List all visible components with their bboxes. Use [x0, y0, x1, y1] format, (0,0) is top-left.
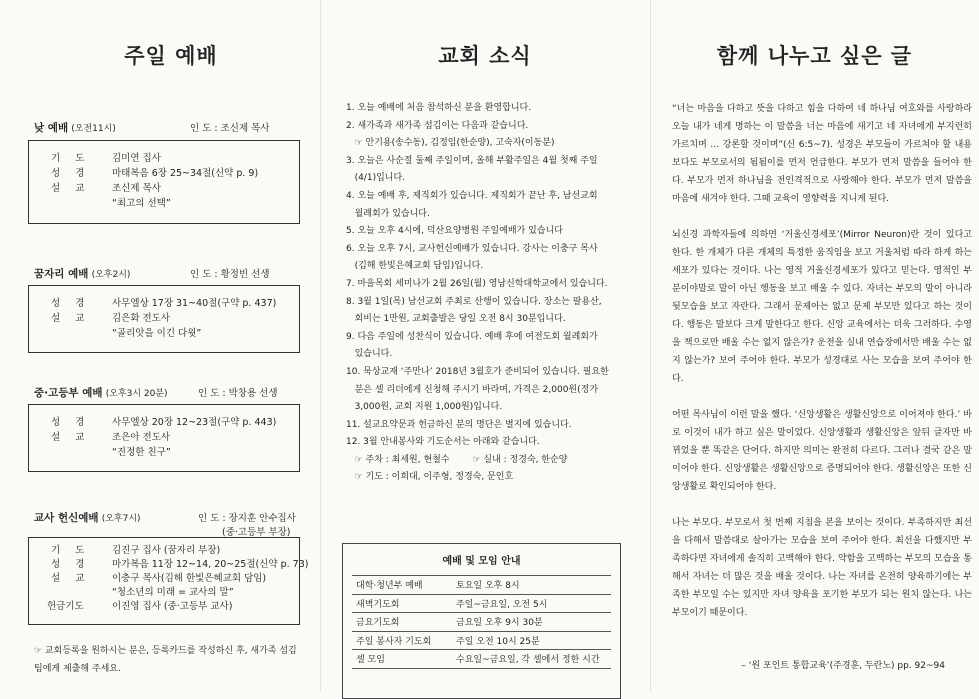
- table-row: [352, 576, 611, 595]
- news-item: 2. 새가족과 새가족 섬김이는 다음과 같습니다.: [346, 120, 529, 131]
- row-value: 조은아 전도사: [112, 432, 171, 443]
- row-value: 조신제 목사: [112, 183, 161, 194]
- news-list: [346, 100, 646, 487]
- guide-title: 예배 및 모임 안내: [442, 556, 521, 567]
- table-row: [352, 613, 611, 632]
- table-cell: 주일 봉사자 기도회: [352, 631, 452, 650]
- table-cell: 금요일 오후 9시 30분: [452, 613, 611, 632]
- row-label: 성 경: [51, 168, 91, 179]
- registration-note: ☞ 교회등록을 원하시는 분은, 등록카드를 작성하신 후, 새가족 섬김팀에게 제출해 주세요.: [34, 646, 297, 674]
- row-label: 성 경: [51, 417, 91, 428]
- service-name: 교사 헌신예배: [34, 512, 99, 524]
- row-label: 설 교: [51, 183, 91, 194]
- row-value: 사무엘상 17장 31~40절(구약 p. 437): [112, 298, 277, 309]
- table-cell: 수요일~금요일, 각 셀에서 정한 시간: [452, 650, 611, 669]
- row-value: 사무엘상 20장 12~23절(구약 p. 443): [112, 417, 277, 428]
- sermon-title: “최고의 선택”: [112, 198, 171, 209]
- table-row: [352, 631, 611, 650]
- service-heading: [34, 266, 130, 281]
- news-item: 월례회가 있습니다.: [346, 208, 430, 219]
- row-label: 헌금기도: [47, 601, 84, 612]
- row-label: 설 교: [51, 432, 91, 443]
- service-heading: [34, 385, 168, 400]
- row-label: 기 도: [51, 153, 91, 164]
- row-label: 성 경: [51, 298, 91, 309]
- news-item: 1. 오늘 예배에 처음 참석하신 분을 환영합니다.: [346, 103, 532, 113]
- table-cell: 토요일 오후 8시: [452, 576, 611, 595]
- table-cell: 주일~금요일, 오전 5시: [452, 594, 611, 613]
- table-cell: 주일 오전 10시 25분: [452, 631, 611, 650]
- news-title: 교회 소식: [438, 44, 532, 68]
- news-item: 10. 묵상교재 ‘주만나’ 2018년 3월호가 준비되어 있습니다. 필요한: [346, 366, 609, 377]
- service-name: 중·고등부 예배: [34, 387, 103, 399]
- service-heading: [34, 120, 116, 135]
- news-item: 8. 3월 1일(목) 남선교회 주최로 산행이 있습니다. 장소는 팔용산,: [346, 296, 602, 307]
- service-box: [28, 537, 309, 625]
- news-item: 5. 오늘 오후 4시에, 덕산요양병원 주일예배가 있습니다: [346, 226, 563, 237]
- row-value: 이충구 목사(김해 한빛은혜교회 담임): [112, 573, 267, 584]
- row-value: 김미연 집사: [112, 153, 161, 164]
- news-item: 11. 설교요약문과 헌금하신 분의 명단은 별지에 있습니다.: [346, 419, 572, 430]
- worship-column: [0, 0, 320, 692]
- service-box: [28, 285, 300, 353]
- table-cell: 새벽기도회: [352, 594, 452, 613]
- news-item: ☞ 안기용(송수동), 김정임(한순양), 고숙자(이동분): [346, 138, 555, 149]
- service-leader: 인 도 : 조신제 목사: [190, 123, 270, 134]
- table-row: [352, 650, 611, 669]
- row-value: 마태복음 6장 25~34절(신약 p. 9): [112, 168, 259, 179]
- news-item: 있습니다.: [346, 349, 393, 360]
- essay-paragraph: “너는 마음을 다하고 뜻을 다하고 힘을 다하여 네 하나님 여호와를 사랑하라 오늘 내가 네게 명하는 이 말씀을 너는 마음에 새기고 네 자녀에게 부지런히 가르치며 … 강론할 것이며”(신 6:5~7). 성경은 부모들이 가르쳐야 할 내용보다도 부모로서의 됨됨이를 먼저 언급한다. 부모가 먼저 말씀을 들어야 한다. 부모가 먼저 하나님을 전인격적으로 사랑해야 한다. 부모가 먼저 말씀을 마음에 새겨야 한다. 그때 교육이 영향력을 지니게 된다.: [672, 104, 972, 204]
- row-value: 이진영 집사 (중·고등부 교사): [112, 601, 233, 612]
- sermon-title: “청소년의 미래 = 교사의 말”: [112, 587, 234, 598]
- essay-paragraph: 어떤 목사님이 이런 말을 했다. ‘신앙생활은 생활신앙으로 이어져야 한다.’ 바로 이것이 내가 하고 싶은 말이었다. 신앙생활과 생활신앙은 앞뒤 글자만 바뀌었을 뿐 똑같은 단어다. 하지만 의미는 완전히 다르다. 그러나 결국 같은 말이어야 한다. 신앙생활은 생활신앙으로 증명되어야 한다. 생활신앙은 또한 신앙생활로 확인되어야 한다.: [672, 410, 972, 492]
- news-item: 3,000원, 교회 지원 1,000원)입니다.: [346, 402, 503, 413]
- news-item: ☞ 기도 : 이희대, 이주형, 정경숙, 문인호: [346, 472, 514, 483]
- essay-paragraph: 나는 부모다. 부모로서 첫 번째 지침을 본을 보이는 것이다. 부족하지만 최선을 다해서 말씀대로 살아가는 모습을 보여 주어야 한다. 최선을 다했지만 부족하다면 자녀에게 솔직히 고백해야 한다. 약함을 고백하는 부모의 모습을 통해서 자녀는 더 많은 것을 배울 것이다. 나는 자녀를 온전히 양육하기에는 부족한 부모일 수는 있지만 자녀 양육을 포기한 부모가 되는 원치 않는다. 나는 부모이기 때문이다.: [672, 518, 972, 618]
- news-item: 분은 셀 리더에게 신청해 주시기 바라며, 가격은 2,000원(정가: [346, 384, 599, 395]
- service-leader-role: (중·고등부 부장): [222, 527, 291, 538]
- news-item: 6. 오늘 오후 7시, 교사헌신예배가 있습니다. 강사는 이충구 목사: [346, 243, 598, 254]
- row-value: 마가복음 11장 12~14, 20~25절(신약 p. 73): [112, 559, 309, 570]
- table-cell: 금요기도회: [352, 613, 452, 632]
- service-time: (오후3시 20분): [105, 389, 168, 399]
- schedule-table: [352, 575, 611, 669]
- table-cell: 셀 모임: [352, 650, 452, 669]
- table-row: [352, 594, 611, 613]
- row-label: 설 교: [51, 573, 91, 584]
- row-label: 성 경: [51, 559, 91, 570]
- essay-column: [650, 0, 979, 692]
- news-column: [320, 0, 650, 692]
- news-item: 7. 마을목회 세미나가 2월 26일(월) 영남신학대학교에서 있습니다.: [346, 278, 608, 289]
- essay-citation: – ‘원 포인트 통합교육’(주경훈, 두란노) pp. 92~94: [741, 661, 945, 671]
- worship-title: 주일 예배: [124, 44, 218, 68]
- service-name: 낮 예배: [34, 122, 69, 134]
- essay-paragraph: 뇌신경 과학자들에 의하면 ‘거울신경세포’(Mirror Neuron)란 것이 있다고 한다. 한 개체가 다른 개체의 특정한 움직임을 보고 거울처럼 따라 하게 하는 세포가 있다는 것이다. 나는 영적 거울신경세포가 있다고 믿는다. 영적인 부분이야말로 말이 아닌 행동을 보고 배울 수 있다. 자녀는 부모의 말이 아니라 뒷모습을 보고 자란다. 그래서 문제아는 없고 문제 부모만 있다고 하는 것이다. 행동은 말보다 크게 말한다고 한다. 신앙 교육에서는 더욱 그러하다. 수영을 책으로만 배울 수는 없지 않은가? 운전을 실내 연습장에서만 배울 수는 없지 않는가? 보여 주어야 한다. 부모가 성경대로 사는 모습을 보여 주어야 한다.: [672, 230, 972, 384]
- row-value: 김진구 집사 (꿈자리 부장): [112, 545, 221, 556]
- service-box: [28, 404, 300, 472]
- news-item: 3. 오늘은 사순절 둘째 주일이며, 올해 부활주일은 4월 첫째 주일: [346, 155, 598, 166]
- service-name: 꿈자리 예배: [34, 268, 89, 280]
- service-time: (오전11시): [71, 124, 116, 134]
- sermon-title: “진정한 친구”: [112, 447, 171, 458]
- table-cell: 대학·청년부 예배: [352, 576, 452, 595]
- row-label: 설 교: [51, 313, 91, 324]
- service-time: (오후7시): [101, 514, 141, 524]
- news-item: 12. 3월 안내봉사와 기도순서는 아래와 같습니다.: [346, 437, 540, 448]
- service-leader: 인 도 : 장지훈 안수집사: [198, 513, 296, 524]
- essay-body: [672, 100, 972, 640]
- schedule-guide-box: [342, 543, 621, 699]
- row-label: 기 도: [51, 545, 91, 556]
- news-item: (김해 한빛은혜교회 담임)입니다.: [346, 261, 484, 272]
- row-value: 김은화 전도사: [112, 313, 171, 324]
- service-leader: 인 도 : 황정빈 선생: [190, 269, 270, 280]
- news-item: (4/1)입니다.: [346, 173, 406, 184]
- sermon-title: “골리앗을 이긴 다윗”: [112, 328, 202, 339]
- service-time: (오후2시): [91, 270, 131, 280]
- news-item: 회비는 1만원, 교회출발은 당일 오전 8시 30분입니다.: [346, 314, 566, 325]
- news-item: 4. 오늘 예배 후, 제직회가 있습니다. 제직회가 끝난 후, 남선교회: [346, 190, 598, 201]
- service-box: [28, 140, 300, 224]
- service-leader: 인 도 : 박창용 선생: [198, 388, 278, 399]
- news-item: 9. 다음 주일에 성찬식이 있습니다. 예배 후에 여전도회 월례회가: [346, 331, 598, 342]
- news-item: ☞ 주차 : 최세원, 현철수 ☞ 실내 : 정경숙, 한순양: [346, 454, 568, 465]
- essay-title: 함께 나누고 싶은 글: [716, 44, 913, 68]
- service-heading: [34, 510, 141, 525]
